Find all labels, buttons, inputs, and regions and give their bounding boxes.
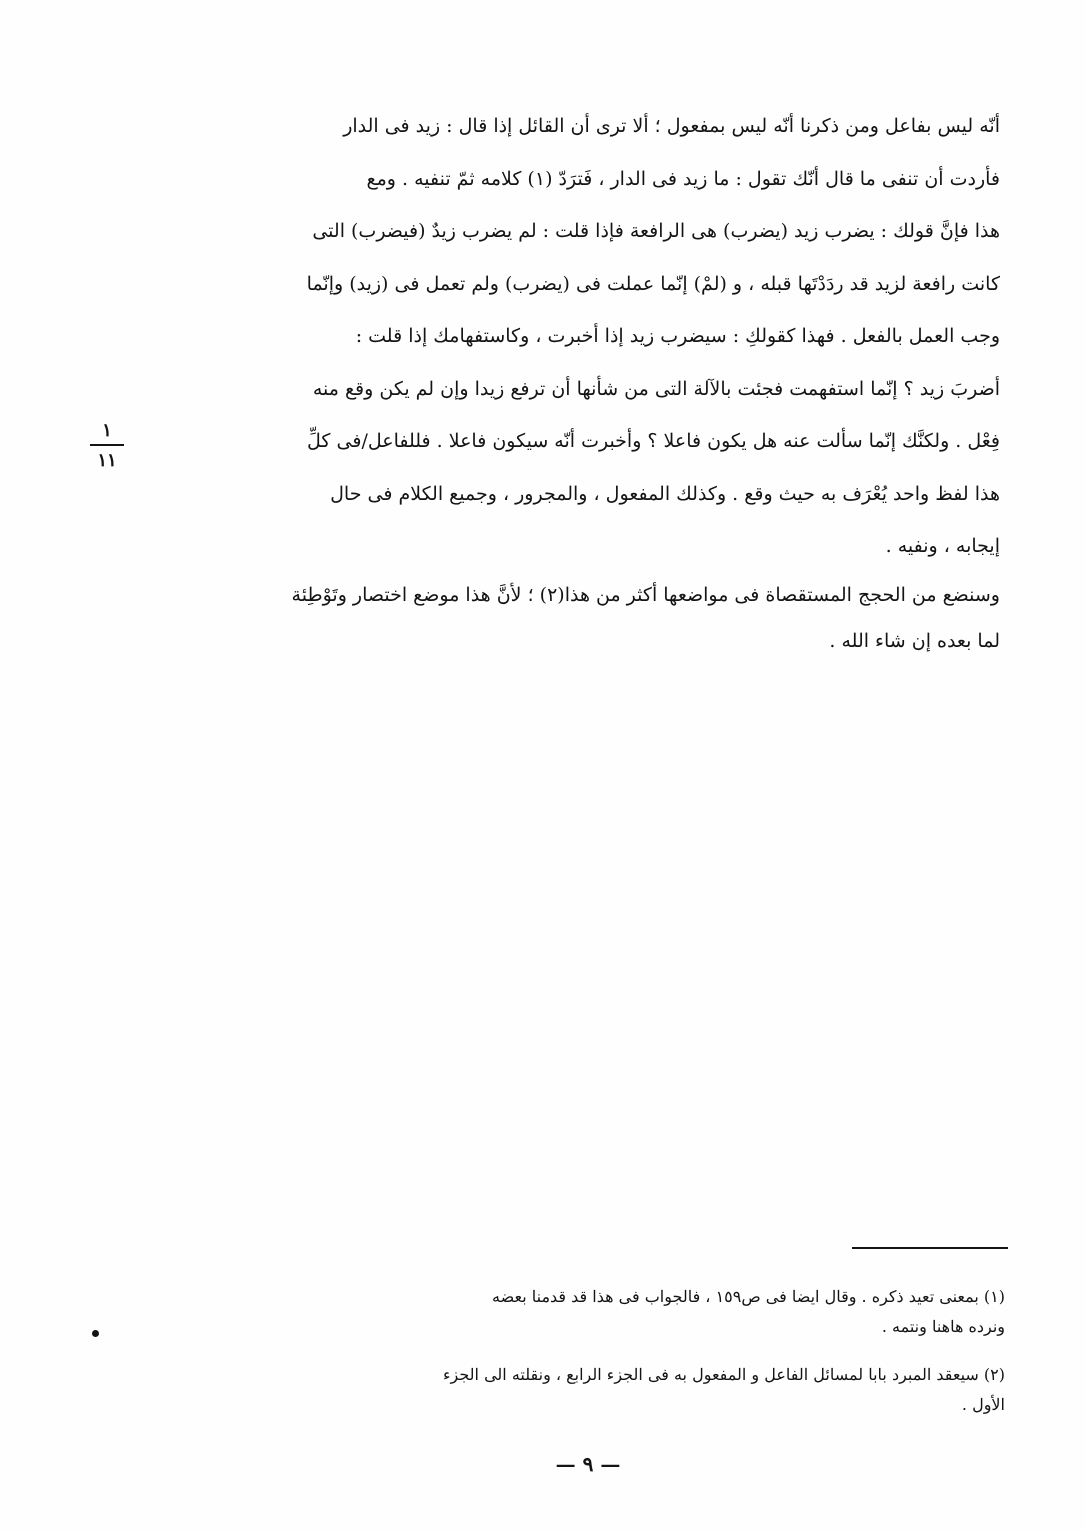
text-line: فِعْل . ولكنَّك إنّما سألت عنه هل يكون فاعلا ؟ وأخبرت أنّه سيكون فاعلا . فللفاعل/فى كلِّ — [307, 430, 1000, 452]
text-line: كانت رافعة لزيد قد ردَدْتَها قبله ، و (لمْ) إنّما عملت فى (يضرب) ولم تعمل فى (زيد) وإنّما — [306, 272, 1000, 295]
margin-ref-volume: ١ — [90, 420, 124, 446]
footnote-line: (٢) سيعقد المبرد بابا لمسائل الفاعل و المفعول به فى الجزء الرابع ، ونقلته الى الجزء — [443, 1365, 1005, 1384]
footnote-line: الأول . — [961, 1395, 1005, 1414]
text-line: وسنضع من الحجج المستقصاة فى مواضعها أكثر من هذا(٢) ؛ لأنَّ هذا موضع اختصار وتَوْطِئة — [291, 584, 1000, 606]
margin-page-reference — [90, 420, 124, 472]
text-line: وجب العمل بالفعل . فهذا كقولكِ : سيضرب زيد إذا أخبرت ، وكاستفهامك إذا قلت : — [355, 325, 1000, 347]
text-line: هذا فإنَّ قولك : يضرب زيد (يضرب) هى الرافعة فإذا قلت : لم يضرب زيدٌ (فيضرب) التى — [312, 220, 1000, 242]
footnote-line: ونرده هاهنا ونتمه . — [881, 1317, 1005, 1336]
footnote-2 — [160, 1360, 1005, 1420]
margin-dot — [92, 1330, 99, 1337]
text-line: فأردت أن تنفى ما قال أنّك تقول : ما زيد فى الدار ، فَترَدّ (١) كلامه ثمّ تنفيه . ومع — [366, 167, 1000, 190]
footnote-line: (١) بمعنى تعيد ذكره . وقال ايضا فى ص١٥٩ ، فالجواب فى هذا قد قدمنا بعضه — [492, 1287, 1005, 1306]
text-line: أنّه ليس بفاعل ومن ذكرنا أنّه ليس بمفعول ؛ ألا ترى أن القائل إذا قال : زيد فى الدار — [343, 115, 1000, 137]
text-line: لما بعده إن شاء الله . — [829, 630, 1000, 652]
text-line: هذا لفظ واحد يُعْرَف به حيث وقع . وكذلك المفعول ، والمجرور ، وجميع الكلام فى حال — [330, 482, 1000, 505]
footnote-1 — [160, 1282, 1005, 1342]
text-line: أضربَ زيد ؟ إنّما استفهمت فجئت بالآلة التى من شأنها أن ترفع زيدا وإن لم يكن وقع منه — [312, 377, 1000, 400]
page-number: — ٩ — — [555, 1452, 621, 1476]
footnote-separator — [852, 1247, 1008, 1249]
text-line: إيجابه ، ونفيه . — [885, 535, 1000, 557]
margin-ref-page: ١١ — [97, 450, 117, 471]
main-paragraph-2 — [150, 572, 1000, 664]
main-paragraph-1 — [150, 100, 1000, 573]
